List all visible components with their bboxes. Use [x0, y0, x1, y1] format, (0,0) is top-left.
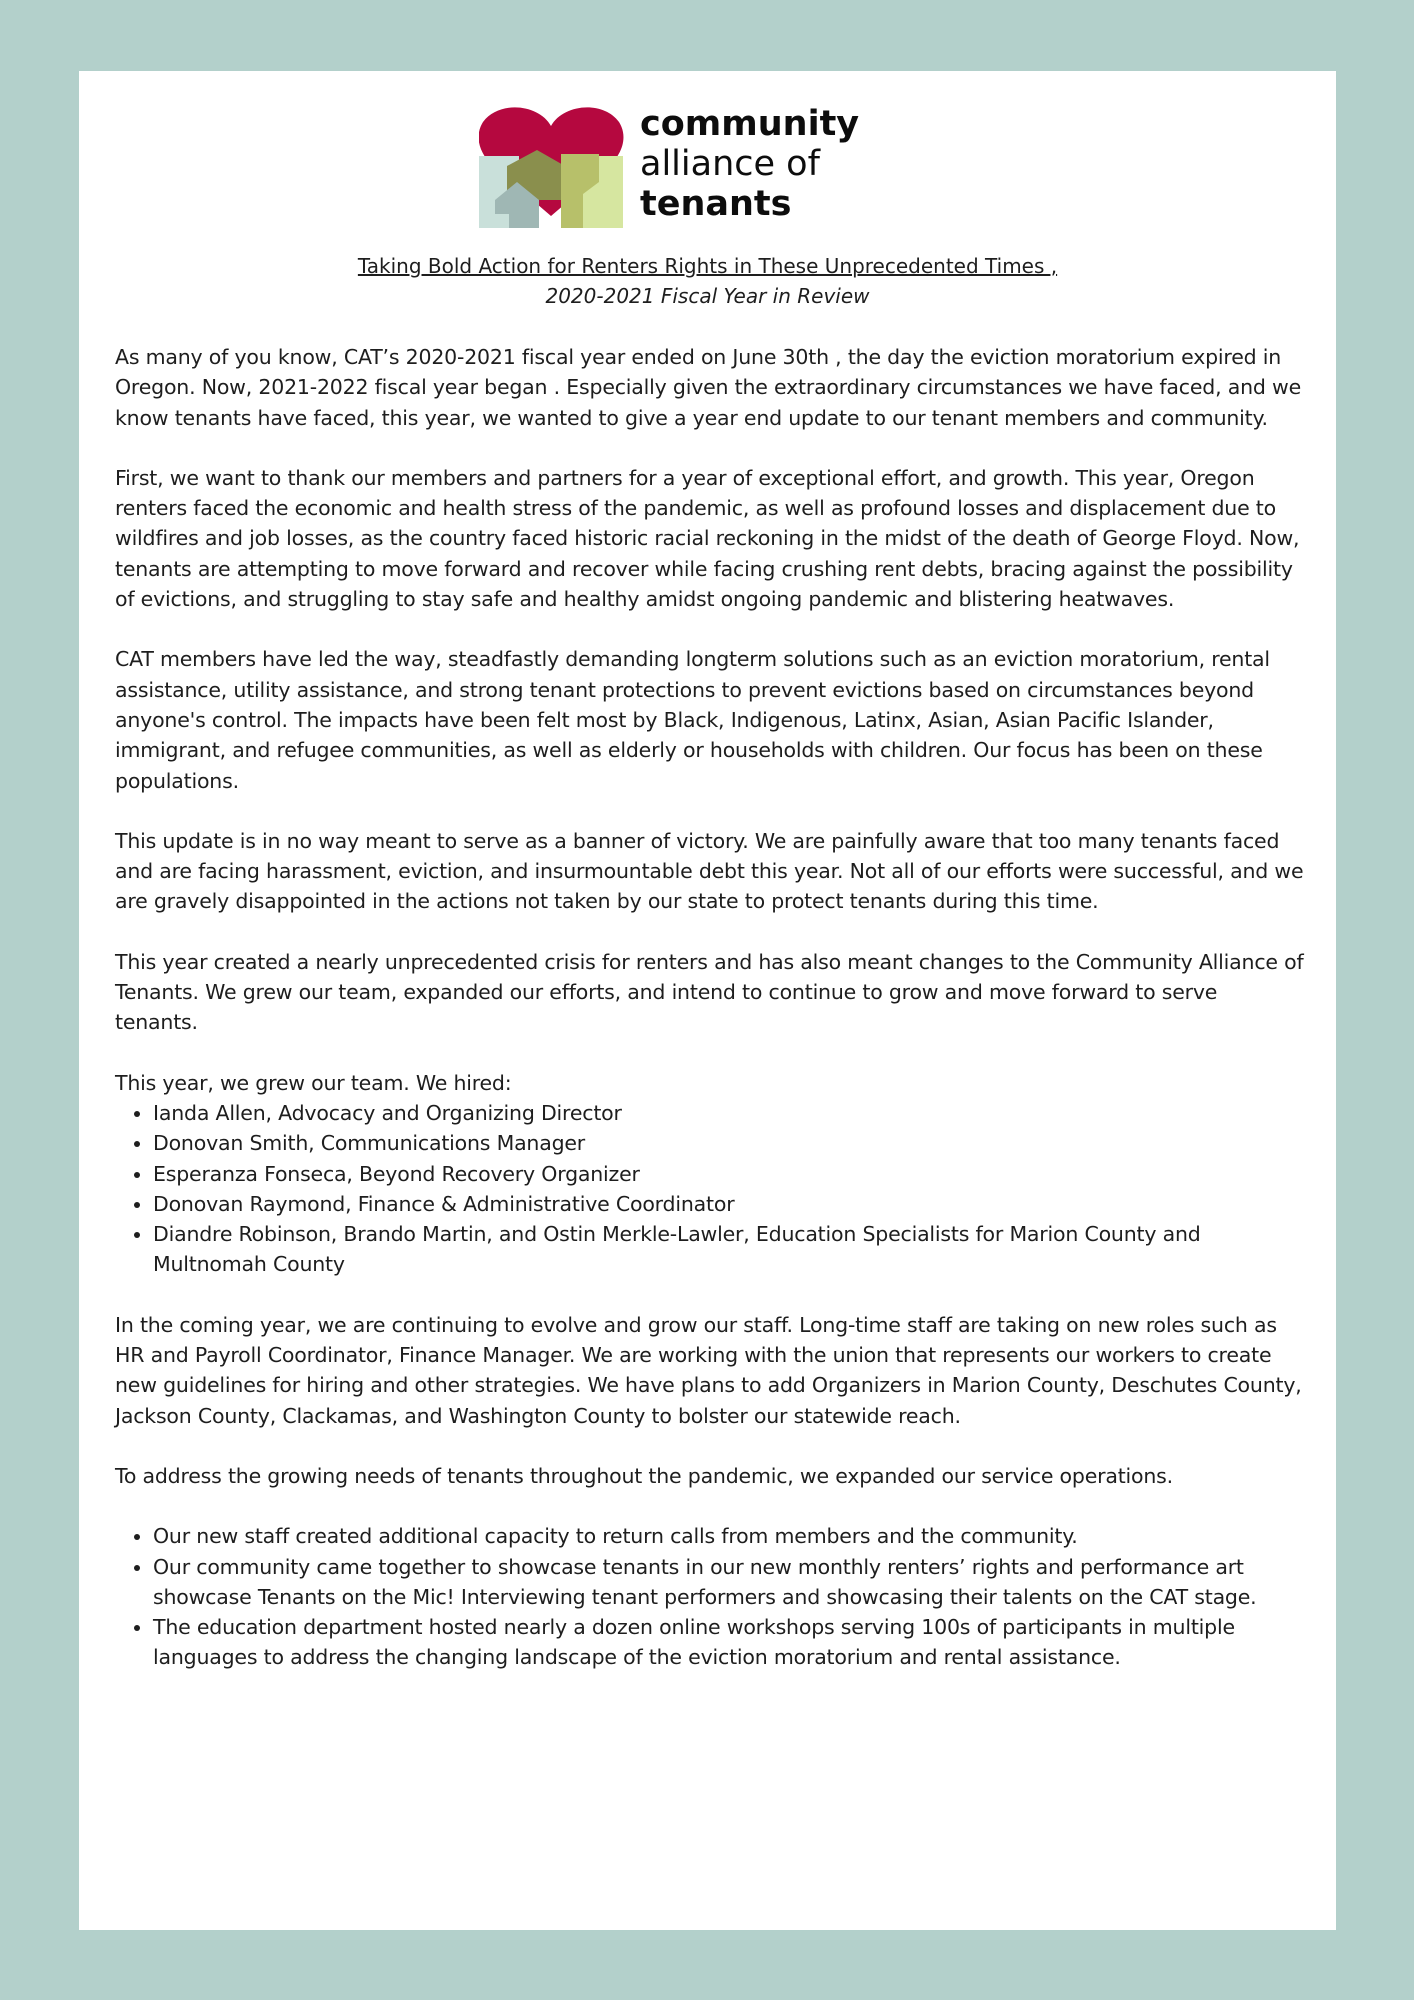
paragraph-crisis: This year created a nearly unprecedented crisis for renters and has also meant changes to the Community Alliance of Tenants. We grew our team, expanded our efforts, and intend to continue to grow and move forward to serve tenants. [115, 949, 1304, 1035]
logo-line-alliance: alliance of [640, 144, 820, 184]
logo-wordmark [640, 104, 900, 224]
list-item: • Our community came together to showcase tenants in our new monthly renters’ rights and performance art showcase Tenants on the Mic! Interviewing tenant performers and showcasing their talents on the CAT stage. [153, 1552, 1305, 1613]
paragraph-intro: As many of you know, CAT’s 2020-2021 fiscal year ended on June 30th , the day the eviction moratorium expired in Oregon. Now, 2021-2022 fiscal year began . Especially given the extraordinary circumstances we have faced, and we know tenants have faced, this year, we wanted to give a year end update to our tenant members and community. [115, 345, 1301, 430]
list-item: • Diandre Robinson, Brando Martin, and Ostin Merkle-Lawler, Education Specialists for Marion County and Multnomah County [153, 1219, 1305, 1280]
paragraph-coming-year: In the coming year, we are continuing to evolve and grow our staff. Long-time staff are taking on new roles such as HR and Payroll Coordinator, Finance Manager. We are working with the union that represents our workers to create new guidelines for hiring and other strategies. We have plans to add Organizers in Marion County, Deschutes County, Jackson County, Clackamas, and Washington County to bolster our statewide reach. [115, 1312, 1302, 1428]
hires-list [115, 1098, 1305, 1280]
title-main: Taking Bold Action for Renters Rights in These Unprecedented Times , [357, 254, 1058, 278]
services-list [115, 1521, 1305, 1672]
document-page [79, 71, 1336, 1930]
list-item: • Donovan Raymond, Finance & Administrative Coordinator [153, 1189, 1305, 1219]
heart-house-logo-icon [479, 104, 624, 229]
document-title [79, 251, 1336, 311]
paragraph-thanks: First, we want to thank our members and partners for a year of exceptional effort, and growth. This year, Oregon renters faced the economic and health stress of the pandemic, as well as profound losses and displacement due to wildfires and job losses, as the country faced historic racial reckoning in the midst of the death of George Floyd. Now, tenants are attempting to move forward and recover while facing crushing rent debts, bracing against the possibility of evictions, and struggling to stay safe and healthy amidst ongoing pandemic and blistering heatwaves. [115, 465, 1300, 612]
list-item: • Donovan Smith, Communications Manager [153, 1128, 1305, 1158]
list-item: • The education department hosted nearly a dozen online workshops serving 100s of participants in multiple languages to address the changing landscape of the eviction moratorium and rental assistance. [153, 1612, 1305, 1673]
paragraph-members: CAT members have led the way, steadfastly demanding longterm solutions such as an eviction moratorium, rental assistance, utility assistance, and strong tenant protections to prevent evictions based on circumstances beyond anyone's control. The impacts have been felt most by Black, Indigenous, Latinx, Asian, Asian Pacific Islander, immigrant, and refugee communities, as well as elderly or households with children. Our focus has been on these populations. [115, 647, 1270, 793]
cat-logo [479, 104, 899, 234]
hires-heading: This year, we grew our team. We hired: [115, 1070, 512, 1095]
list-item: • Our new staff created additional capacity to return calls from members and the community. [153, 1521, 1305, 1551]
logo-line-community: community [640, 104, 860, 144]
title-subtitle: 2020-2021 Fiscal Year in Review [545, 284, 870, 308]
paragraph-update: This update is in no way meant to serve as a banner of victory. We are painfully aware that too many tenants faced and are facing harassment, eviction, and insurmountable debt this year. Not all of our efforts were successful, and we are gravely disappointed in the actions not taken by our state to protect tenants during this time. [115, 828, 1304, 914]
list-item: • Esperanza Fonseca, Beyond Recovery Organizer [153, 1159, 1305, 1189]
list-item: • Ianda Allen, Advocacy and Organizing Director [153, 1098, 1305, 1128]
document-body [115, 342, 1305, 1703]
services-heading: To address the growing needs of tenants throughout the pandemic, we expanded our service operations. [115, 1463, 1173, 1488]
logo-line-tenants: tenants [640, 184, 792, 224]
